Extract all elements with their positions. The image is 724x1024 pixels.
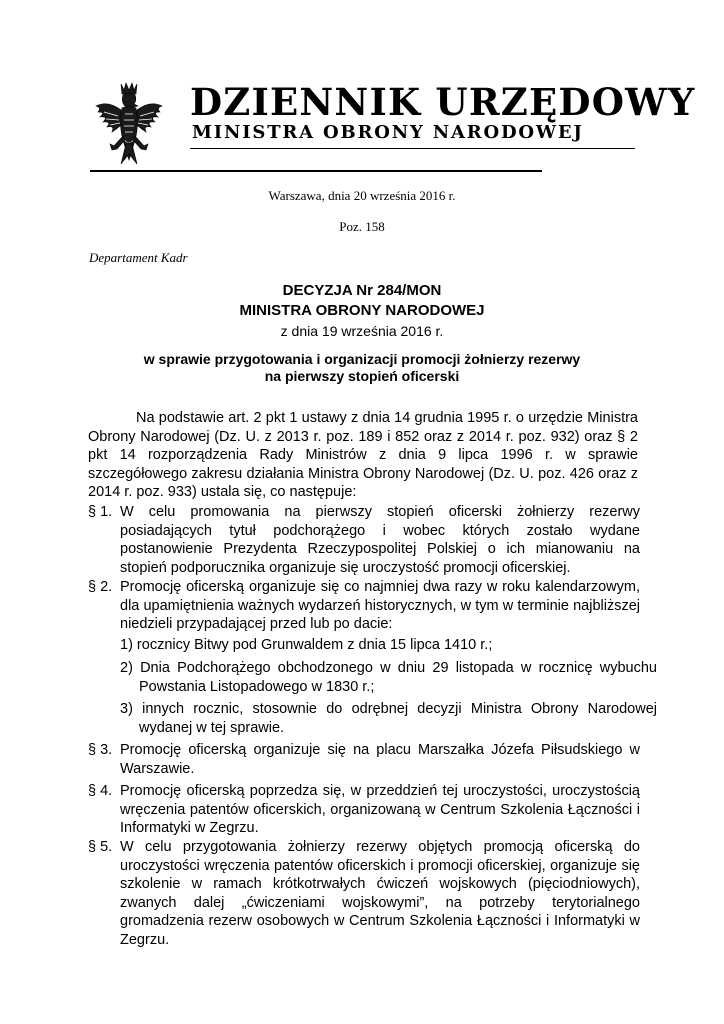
- department-name: Departament Kadr: [89, 250, 188, 265]
- place-date: Warszawa, dnia 20 września 2016 r.: [268, 188, 456, 203]
- section-number: § 2.: [88, 579, 113, 595]
- position-number: Poz. 158: [339, 219, 385, 234]
- header-rule-thin: [190, 148, 635, 149]
- section-text: Promocję oficerską organizuje się co najmniej dwa razy w roku kalendarzowym, dla upamiętnienia ważnych wydarzeń historycznych, w tym w terminie najbliższej niedzieli przypadającej przed lub po dacie:: [120, 579, 640, 633]
- masthead: [90, 78, 696, 178]
- decision-issuer: MINISTRA OBRONY NARODOWEJ: [239, 302, 485, 319]
- section-number: § 5.: [88, 839, 113, 855]
- decision-subject-line-1: w sprawie przygotowania i organizacji promocji żołnierzy rezerwy: [143, 351, 581, 367]
- journal-subtitle: MINISTRA OBRONY NARODOWEJ: [192, 122, 584, 143]
- decision-subject-line-2: na pierwszy stopień oficerski: [264, 368, 460, 384]
- section-text: W celu promowania na pierwszy stopień oficerski żołnierzy rezerwy posiadających tytuł podchorążego i wobec których zostało wydane postanowienie Prezydenta Rzeczypospolitej Polskiej o ich mianowaniu na stopień podporucznika organizuje się uroczystość promocji oficerskiej.: [120, 504, 640, 576]
- legal-basis-intro: Na podstawie art. 2 pkt 1 ustawy z dnia 14 grudnia 1995 r. o urzędzie Ministra Obrony Narodowej (Dz. U. z 2013 r. poz. 189 i 852 oraz z 2014 r. poz. 932) oraz § 2 pkt 14 rozporządzenia Rady Ministrów z dnia 9 lipca 1996 r. w sprawie szczegółowego zakresu działania Ministra Obrony Narodowej (Dz. U. poz. 426 oraz z 2014 r. poz. 933) ustala się, co następuje:: [88, 410, 638, 501]
- section-number: § 1.: [88, 504, 113, 520]
- journal-title: DZIENNIK URZĘDOWY: [190, 80, 696, 124]
- section-text: W celu przygotowania żołnierzy rezerwy objętych promocją oficerską do uroczystości wręczenia patentów oficerskich i promocji oficerskiej, organizuje się szkolenie w ramach krótkotrwałych ćwiczeń wojskowych (pięciodniowych), zwanych dalej „ćwiczeniami wojskowymi”, na potrzeby terytorialnego gromadzenia rezerw osobowych w Centrum Szkolenia Łączności i Informatyki w Zegrzu.: [120, 839, 640, 948]
- section-text: Promocję oficerską organizuje się na placu Marszałka Józefa Piłsudskiego w Warszawie.: [120, 742, 640, 777]
- section-text: Promocję oficerską poprzedza się, w przeddzień tej uroczystości, uroczystością wręczenia patentów oficerskich, organizowaną w Centrum Szkolenia Łączności i Informatyki w Zegrzu.: [120, 783, 640, 837]
- section-number: § 3.: [88, 742, 113, 758]
- section-number: § 4.: [88, 783, 113, 799]
- section-2-item: 2) Dnia Podchorążego obchodzonego w dniu 29 listopada w rocznicę wybuchu Powstania Listopadowego w 1830 r.;: [120, 660, 657, 695]
- header-rule-thick: [90, 170, 542, 172]
- decision-date: z dnia 19 września 2016 r.: [280, 323, 444, 339]
- decision-title: DECYZJA Nr 284/MON: [282, 282, 442, 299]
- section-2-item: 1) rocznicy Bitwy pod Grunwaldem z dnia 15 lipca 1410 r.;: [120, 637, 493, 653]
- polish-eagle-emblem-icon: [90, 78, 168, 176]
- section-2-item: 3) innych rocznic, stosownie do odrębnej decyzji Ministra Obrony Narodowej wydanej w tej sprawie.: [120, 701, 657, 736]
